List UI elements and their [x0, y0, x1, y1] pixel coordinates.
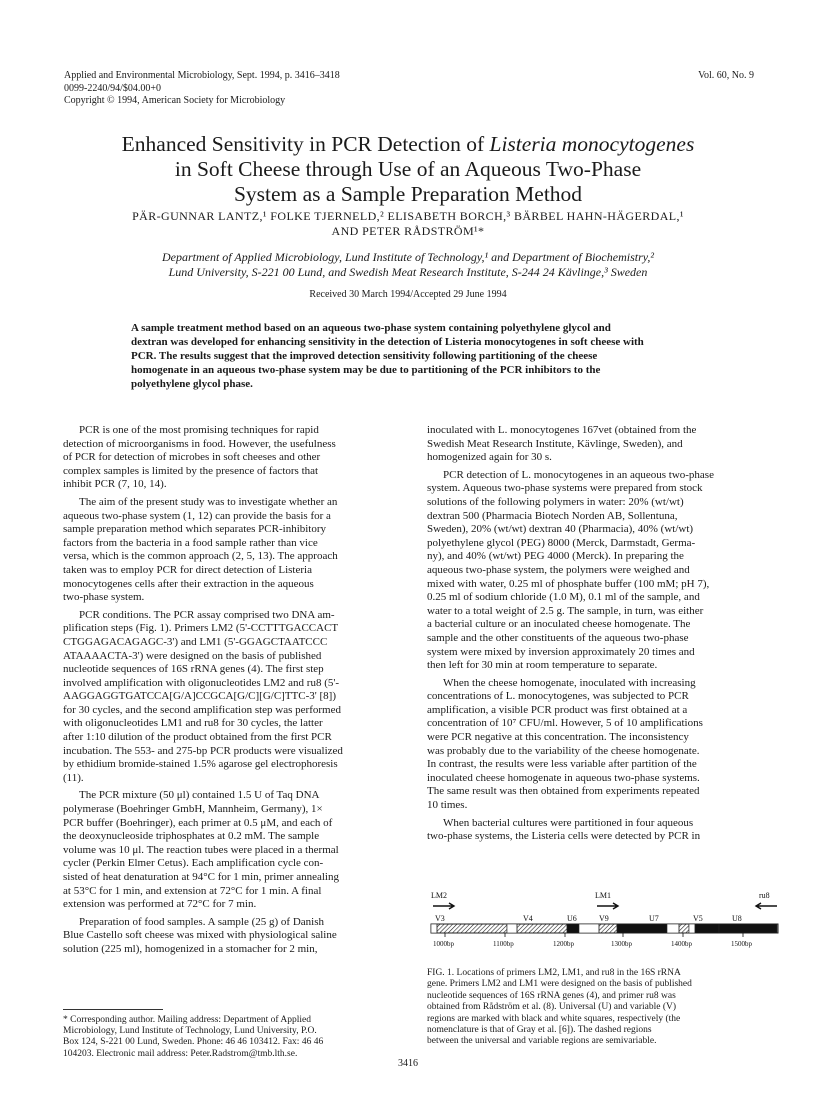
scale-label: 1400bp [671, 940, 692, 948]
text-line: detection of microorganisms in food. However, the usefulness [63, 437, 336, 450]
region-V3 [431, 924, 437, 933]
footnote-rule [63, 1009, 163, 1010]
text-line: concentration of 10⁷ CFU/ml. However, 5 of 10 amplifications [427, 717, 703, 730]
text-line: 104203. Electronic mail address: Peter.Radstrom@tmb.lth.se. [63, 1048, 298, 1059]
text-line: PCR buffer (Boehringer), each primer at 0.5 μM, and each of [63, 816, 333, 829]
text-line: plification steps (Fig. 1). Primers LM2 (5'-CCTTTGACCACT [63, 622, 339, 635]
affiliations [40, 250, 776, 280]
region-V4 [507, 924, 517, 933]
region-label: U7 [649, 914, 659, 923]
text-line: water to a total weight of 2.5 g. The sample, in turn, was either [427, 604, 704, 617]
text-line: PCR is one of the most promising techniques for rapid [79, 424, 319, 436]
journal-citation: Applied and Environmental Microbiology, Sept. 1994, p. 3416–3418 [64, 70, 340, 81]
text-line: regions are marked with black and white squares, respectively (the [427, 1013, 681, 1024]
scale-label: 1200bp [553, 940, 574, 948]
text-line: polyethylene glycol (PEG) 8000 (Merck, Darmstadt, Germa- [427, 536, 696, 549]
text-line: inoculated cheese homogenate in aqueous two-phase systems. [427, 771, 700, 784]
region-label: V3 [435, 914, 445, 923]
text-line: solution (225 ml), homogenized in a stomacher for 2 min, [63, 942, 318, 955]
text-line: with oligonucleotides LM1 and ru8 for 30 cycles, the latter [63, 717, 323, 730]
primer-label-lm1: LM1 [595, 891, 611, 900]
rrna-gene-map [427, 890, 782, 965]
text-line: taken was to employ PCR for direct detection of Listeria [63, 563, 312, 576]
region-U8 [719, 924, 777, 933]
text-line: aqueous two-phase system, the polymers were weighed and [427, 563, 690, 576]
text-line: gene. Primers LM2 and LM1 were designed on the basis of published [427, 979, 692, 990]
text-line: 10 times. [427, 799, 468, 812]
text-line: for 30 cycles, and the second amplification step was performed [63, 703, 341, 716]
title-line [40, 132, 776, 157]
region-label: U8 [732, 914, 742, 923]
author-line: AND PETER RÅDSTRÖM¹* [331, 224, 485, 238]
primer-lm2-arrow [433, 903, 454, 909]
text-line: volume was 10 μl. The reaction tubes were placed in a thermal [63, 843, 339, 856]
region-U6 [567, 924, 579, 933]
text-line: extension was performed at 72°C for 7 min. [63, 898, 257, 911]
region-label: V4 [523, 914, 533, 923]
text-line: Microbiology, Lund Institute of Technology, Lund University, P.O. [63, 1026, 317, 1037]
title-line-1-prefix: Enhanced Sensitivity in PCR Detection of [121, 132, 490, 156]
text-line: cycler (Perkin Elmer Cetus). Each amplification cycle con- [63, 857, 324, 870]
page-number: 3416 [398, 1058, 418, 1069]
scale-label: 1100bp [493, 940, 514, 948]
text-line: sample preparation method which separates PCR-inhibitory [63, 523, 327, 536]
right-column [427, 424, 782, 844]
footnote [63, 1015, 418, 1060]
text-line: solutions of the following polymers in water: 20% (wt/wt) [427, 495, 684, 508]
region-V5 [667, 924, 679, 933]
abstract-line: homogenate in an aqueous two-phase system may be due to partitioning of the PCR inhibitors to the [131, 364, 601, 376]
text-line: involved amplification with oligonucleotides LM2 and ru8 (5'- [63, 676, 340, 689]
text-line: When bacterial cultures were partitioned in four aqueous [443, 816, 694, 829]
text-line: by ethidium bromide-stained 1.5% agarose gel electrophoresis [63, 758, 338, 771]
text-line: In contrast, the results were less variable after partition of the [427, 758, 697, 771]
primer-lm1-arrow [597, 903, 618, 909]
primer-label-lm2: LM2 [431, 891, 447, 900]
region-U7 [617, 924, 667, 933]
journal-code: 0099-2240/94/$04.00+0 [64, 82, 162, 94]
text-line: system. Aqueous two-phase systems were prepared from stock [427, 482, 703, 495]
text-line: of PCR for detection of microbes in soft cheeses and other [63, 451, 321, 464]
text-line: system were mixed by inversion approximately 20 times and [427, 645, 695, 658]
text-line: PCR conditions. The PCR assay comprised two DNA am- [79, 608, 335, 621]
journal-header [64, 70, 340, 108]
text-line: polymerase (Boehringer GmbH, Mannheim, Germany), 1× [63, 803, 323, 816]
text-line: complex samples is limited by the presence of factors that [63, 464, 319, 477]
text-line: a bacterial culture or an inoculated cheese homogenate. The [427, 618, 691, 631]
affiliation-line: Lund University, S-221 00 Lund, and Swedish Meat Research Institute, S-244 24 Kävlinge,³ Sweden [168, 265, 648, 279]
text-line: between the universal and variable regions are semivariable. [427, 1036, 657, 1047]
text-line: two-phase system. [63, 591, 145, 604]
scale-label: 1300bp [611, 940, 632, 948]
abstract [131, 321, 686, 391]
text-line: at 53°C for 1 min, and extension at 72°C for 1 min. A final [63, 884, 322, 897]
text-line: The same result was then obtained from experiments repeated [427, 785, 700, 798]
abstract-line: PCR. The results suggest that the improved detection sensitivity following partitioning of the cheese [131, 350, 598, 362]
text-line: PCR detection of L. monocytogenes in an aqueous two-phase [443, 468, 714, 481]
figure-1 [427, 890, 782, 965]
text-line: nomenclature is that of Gray et al. [6]). The dashed regions [427, 1025, 652, 1036]
text-line: inoculated with L. monocytogenes 167vet (obtained from the [427, 424, 697, 436]
text-line: amplification, a visible PCR product was first obtained at a [427, 703, 688, 716]
text-line: sisted of heat denaturation at 94°C for 1 min, primer annealing [63, 871, 339, 883]
text-line: dextran 500 (Pharmacia Biotech Norden AB, Sollentuna, [427, 509, 678, 522]
title-line: in Soft Cheese through Use of an Aqueous Two-Phase [174, 157, 642, 181]
scale-label: 1000bp [433, 940, 454, 948]
text-line: factors from the bacteria in a food sample rather than vice [63, 536, 318, 549]
text-line: sample and the other constituents of the aqueous two-phase [427, 631, 689, 644]
text-line: Box 124, S-221 00 Lund, Sweden. Phone: 46 46 103412. Fax: 46 46 [63, 1037, 324, 1048]
abstract-line: polyethylene glycol phase. [131, 378, 253, 390]
author-list [40, 209, 776, 239]
received-dates: Received 30 March 1994/Accepted 29 June 1994 [309, 289, 507, 300]
text-line: (11). [63, 771, 84, 784]
volume-info: Vol. 60, No. 9 [698, 70, 754, 81]
author-line: PÄR-GUNNAR LANTZ,¹ FOLKE TJERNELD,² ELISABETH BORCH,³ BÄRBEL HAHN-HÄGERDAL,¹ [132, 209, 684, 223]
semivariable-region [517, 924, 567, 933]
text-line: Swedish Meat Research Institute, Kävlinge, Sweden), and [427, 437, 683, 450]
figure-caption [427, 968, 783, 1048]
scale-label: 1500bp [731, 940, 752, 948]
text-line: concentrations of L. monocytogenes, was subjected to PCR [427, 690, 689, 703]
article-title [40, 132, 776, 207]
text-line: homogenized again for 30 s. [427, 451, 552, 464]
region-V9 [579, 924, 599, 933]
abstract-line: dextran was developed for enhancing sensitivity in the detection of Listeria monocytogenes in soft cheese with [131, 336, 644, 348]
text-line: incubation. The 553- and 275-bp PCR products were visualized [63, 744, 343, 757]
semivariable-region [679, 924, 689, 933]
text-line: ny), and 40% (wt/wt) PEG 4000 (Merck). In preparing the [427, 550, 684, 563]
text-line: The PCR mixture (50 μl) contained 1.5 U of Taq DNA [79, 789, 320, 802]
text-line: Sweden), 20% (wt/wt) dextran 40 (Pharmacia), 40% (wt/wt) [427, 523, 694, 536]
copyright: Copyright © 1994, American Society for Microbiology [64, 95, 286, 106]
text-line: 0.25 ml of sodium chloride (1.0 M), 0.1 ml of the sample, and [427, 591, 700, 604]
primer-label-ru8: ru8 [759, 891, 770, 900]
text-line: after 1:10 dilution of the product obtained from the first PCR [63, 731, 332, 744]
text-line: nucleotide sequences of 16S rRNA genes (4). The first step [63, 663, 324, 676]
text-line: The aim of the present study was to investigate whether an [79, 495, 338, 508]
text-line: CTGGAGACAGAGC-3') and LM1 (5'-GGAGCTAATCCC [63, 635, 328, 648]
semivariable-region [437, 924, 507, 933]
title-italic-species: Listeria monocytogenes [489, 132, 695, 156]
region-label: V5 [693, 914, 703, 923]
text-line: ATAAAACTA-3') were designed on the basis of published [63, 649, 322, 662]
text-line: aqueous two-phase system (1, 12) can provide the basis for a [63, 509, 331, 522]
text-line: then left for 30 min at room temperature to separate. [427, 659, 658, 672]
text-line: was probably due to the variability of the cheese homogenate. [427, 744, 700, 757]
abstract-line: A sample treatment method based on an aqueous two-phase system containing polyethylene glycol and [131, 322, 611, 334]
region-V5b [689, 924, 695, 933]
region-label: V9 [599, 914, 609, 923]
text-line: Preparation of food samples. A sample (25 g) of Danish [79, 915, 325, 928]
text-line: AAGGAGGTGATCCA[G/A]CCGCA[G/C][G/C]TTC-3' [8]) [63, 690, 336, 703]
region-U8a [695, 924, 719, 933]
title-line: System as a Sample Preparation Method [233, 182, 583, 206]
text-line: inhibit PCR (7, 10, 14). [63, 478, 167, 491]
text-line: two-phase systems, the Listeria cells were detected by PCR in [427, 830, 701, 843]
region-label: U6 [567, 914, 577, 923]
text-line: were PCR negative at this concentration. The inconsistency [427, 731, 689, 744]
text-line: When the cheese homogenate, inoculated with increasing [443, 676, 696, 689]
semivariable-region [599, 924, 617, 933]
text-line: monocytogenes cells after their extraction in the aqueous [63, 577, 314, 590]
text-line: versa, which is the common approach (2, 5, 13). The approach [63, 550, 338, 563]
text-line: Blue Castello soft cheese was mixed with physiological saline [63, 929, 337, 942]
text-line: the deoxynucleoside triphosphates at 0.2 mM. The sample [63, 830, 320, 843]
text-line: FIG. 1. Locations of primers LM2, LM1, and ru8 in the 16S rRNA [427, 968, 681, 978]
text-line: obtained from Rådström et al. (8). Universal (U) and variable (V) [427, 1002, 677, 1013]
text-line: mixed with water, 0.25 ml of phosphate buffer (100 mM; pH 7), [427, 577, 710, 590]
primer-ru8-arrow [756, 903, 777, 909]
affiliation-line: Department of Applied Microbiology, Lund Institute of Technology,¹ and Department of Biochemistry,² [161, 250, 655, 264]
text-line: * Corresponding author. Mailing address: Department of Applied [63, 1015, 312, 1025]
text-line: nucleotide sequences of 16S rRNA genes (4), and primer ru8 was [427, 990, 676, 1001]
left-column [63, 424, 418, 957]
